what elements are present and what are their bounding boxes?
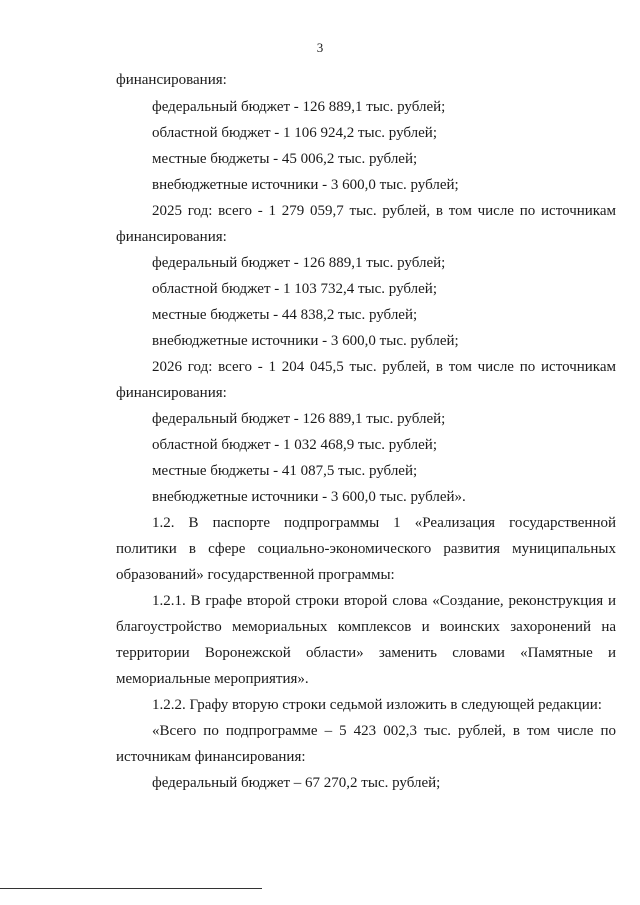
text-line: мемориальные мероприятия».: [116, 671, 309, 687]
text-line: местные бюджеты - 44 838,2 тыс. рублей;: [152, 307, 418, 323]
text-line: областной бюджет - 1 106 924,2 тыс. рублей;: [152, 125, 437, 141]
page-bottom-rule: [0, 888, 262, 889]
text-line: областной бюджет - 1 032 468,9 тыс. рублей;: [152, 437, 437, 453]
text-line: финансирования:: [116, 72, 227, 88]
text-line: образований» государственной программы:: [116, 567, 395, 583]
text-line: благоустройство мемориальных комплексов и воинских захоронений на: [116, 619, 616, 635]
text-line: федеральный бюджет - 126 889,1 тыс. рублей;: [152, 411, 446, 427]
text-line: 1.2. В паспорте подпрограммы 1 «Реализация государственной: [152, 515, 616, 531]
text-line: федеральный бюджет – 67 270,2 тыс. рублей;: [152, 775, 441, 791]
text-line: 1.2.1. В графе второй строки второй слова «Создание, реконструкция и: [152, 593, 616, 609]
text-line: 2026 год: всего - 1 204 045,5 тыс. рублей, в том числе по источникам: [152, 359, 616, 375]
text-line: местные бюджеты - 41 087,5 тыс. рублей;: [152, 463, 418, 479]
text-line: федеральный бюджет - 126 889,1 тыс. рублей;: [152, 99, 446, 115]
text-line: территории Воронежской области» заменить словами «Памятные и: [116, 645, 616, 661]
text-line: внебюджетные источники - 3 600,0 тыс. рублей;: [152, 333, 459, 349]
text-line: внебюджетные источники - 3 600,0 тыс. рублей».: [152, 489, 466, 505]
text-line: 2025 год: всего - 1 279 059,7 тыс. рублей, в том числе по источникам: [152, 203, 616, 219]
page-number: 3: [316, 40, 324, 55]
text-line: «Всего по подпрограмме – 5 423 002,3 тыс. рублей, в том числе по: [152, 723, 616, 739]
text-line: политики в сфере социально-экономического развития муниципальных: [116, 541, 616, 557]
text-line: федеральный бюджет - 126 889,1 тыс. рублей;: [152, 255, 446, 271]
text-line: внебюджетные источники - 3 600,0 тыс. рублей;: [152, 177, 459, 193]
text-line: источникам финансирования:: [116, 749, 306, 765]
text-line: областной бюджет - 1 103 732,4 тыс. рублей;: [152, 281, 437, 297]
text-line: местные бюджеты - 45 006,2 тыс. рублей;: [152, 151, 418, 167]
text-line: 1.2.2. Графу вторую строки седьмой изложить в следующей редакции:: [152, 697, 602, 713]
text-line: финансирования:: [116, 229, 227, 245]
text-line: финансирования:: [116, 385, 227, 401]
